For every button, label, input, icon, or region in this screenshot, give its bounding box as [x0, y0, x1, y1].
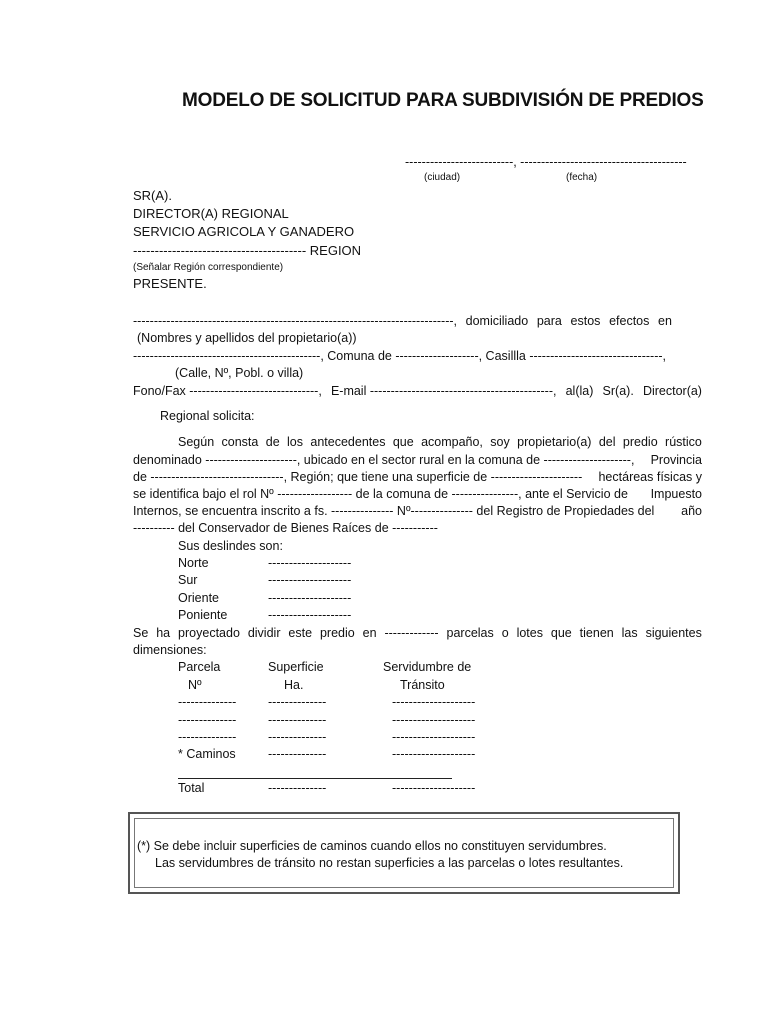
word: lotes [516, 626, 543, 640]
projection-line-2: dimensiones: [133, 643, 207, 657]
word: en [658, 314, 672, 328]
header-parcela: Parcela [178, 660, 221, 674]
word: o [501, 626, 509, 640]
word: estos [570, 314, 601, 328]
header-servidumbre: Servidumbre de [383, 660, 472, 674]
total-divider [178, 778, 452, 779]
body-text: Internos, se encuentra inscrito a fs. --------------- Nº--------------- del Registro de Propiedades del [133, 504, 655, 518]
body-line-2 [133, 453, 702, 467]
word: Según [178, 435, 215, 449]
word: las [621, 626, 638, 640]
word: predio [622, 435, 658, 449]
document-title: MODELO DE SOLICITUD PARA SUBDIVISIÓN DE PREDIOS [182, 90, 704, 111]
word: que [392, 435, 414, 449]
name-blank: -----------------------------------------------------------------------------, [133, 314, 457, 328]
name-caption: (Nombres y apellidos del propietario(a)) [137, 331, 357, 345]
word: predio [319, 626, 355, 640]
boundary-label: Oriente [178, 591, 219, 605]
boundary-value: -------------------- [268, 556, 352, 570]
word: propietario(a) [517, 435, 592, 449]
region-hint: (Señalar Región correspondiente) [133, 262, 284, 273]
table-cell-caminos: * Caminos [178, 747, 236, 761]
boundary-value: -------------------- [268, 608, 352, 622]
boundary-label: Norte [178, 556, 209, 570]
date-line: --------------------------, ---------------------------------------- [405, 155, 687, 169]
boundary-label: Sur [178, 573, 198, 587]
body-text: denominado ----------------------, ubicado en el sector rural en la comuna de ---------------------, [133, 453, 635, 467]
body-line-3 [133, 470, 702, 484]
total-servidumbre: -------------------- [392, 781, 476, 795]
word: los [287, 435, 304, 449]
header-ha: Ha. [284, 678, 304, 692]
word: Director(a) [642, 384, 702, 398]
addressee-region-line: ---------------------------------------- REGION [133, 243, 362, 258]
addressee-line-3: SERVICIO AGRICOLA Y GANADERO [133, 224, 355, 239]
table-cell: -------------------- [392, 695, 476, 709]
body-line-1 [178, 435, 702, 449]
note-line-1: (*) Se debe incluir superficies de caminos cuando ellos no constituyen servidumbres. [137, 839, 607, 853]
word: de [265, 435, 280, 449]
word: parcelas [446, 626, 494, 640]
table-cell: -------------- [178, 713, 237, 727]
body-line-6: ---------- del Conservador de Bienes Raíces de ----------- [133, 521, 438, 535]
word: hectáreas físicas y [598, 470, 702, 484]
total-label: Total [178, 781, 205, 795]
table-cell: -------------------- [392, 713, 476, 727]
word: domiciliado [465, 314, 529, 328]
date-label: (fecha) [566, 172, 598, 183]
intro-line-5 [133, 384, 702, 398]
table-cell: -------------- [268, 730, 327, 744]
city-label: (ciudad) [424, 172, 461, 183]
header-superficie: Superficie [268, 660, 324, 674]
word: efectos [609, 314, 650, 328]
word: al(la) [565, 384, 594, 398]
table-cell: -------------- [268, 713, 327, 727]
word: Sr(a). [602, 384, 634, 398]
body-text: se identifica bajo el rol Nº ------------------ de la comuna de ----------------, ante el Servicio de [133, 487, 628, 501]
word: Provincia [650, 453, 702, 467]
addressee-presente: PRESENTE. [133, 276, 207, 291]
word: ------------- [384, 626, 439, 640]
table-cell: -------------- [178, 695, 237, 709]
body-line-7: Sus deslindes son: [178, 539, 283, 553]
word: dividir [247, 626, 281, 640]
word: proyectado [178, 626, 240, 640]
word: tienen [579, 626, 614, 640]
word: para [536, 314, 562, 328]
word: este [288, 626, 313, 640]
word: acompaño, [421, 435, 483, 449]
word: del [598, 435, 616, 449]
note-box-inner [134, 818, 674, 888]
table-cell: -------------------- [392, 730, 476, 744]
header-transito: Tránsito [400, 678, 445, 692]
body-line-4 [133, 487, 702, 501]
word: año [681, 504, 702, 518]
addressee-line-1: SR(A). [133, 188, 172, 203]
total-superficie: -------------- [268, 781, 327, 795]
table-cell: -------------- [178, 730, 237, 744]
word: que [550, 626, 572, 640]
word: rústico [665, 435, 702, 449]
table-cell: -------------- [268, 695, 327, 709]
intro-line-3: ---------------------------------------------, Comuna de --------------------, Casillla --------------------------------, [133, 349, 666, 363]
body-text: de --------------------------------, Región; que tiene una superficie de ---------------------- [133, 470, 583, 484]
email-blank: E-mail --------------------------------------------, [330, 384, 557, 398]
word: Impuesto [650, 487, 702, 501]
boundary-value: -------------------- [268, 591, 352, 605]
phone-blank: Fono/Fax -------------------------------, [133, 384, 322, 398]
projection-line-1 [133, 626, 702, 640]
boundary-value: -------------------- [268, 573, 352, 587]
word: siguientes [645, 626, 702, 640]
header-numero: Nº [188, 678, 202, 692]
body-line-5 [133, 504, 702, 518]
table-cell: -------------- [268, 747, 327, 761]
word: soy [490, 435, 510, 449]
word: ha [156, 626, 171, 640]
address-caption: (Calle, Nº, Pobl. o villa) [175, 366, 304, 380]
note-line-2: Las servidumbres de tránsito no restan superficies a las parcelas o lotes resultantes. [155, 856, 624, 870]
word: en [362, 626, 377, 640]
addressee-line-2: DIRECTOR(A) REGIONAL [133, 206, 289, 221]
table-cell: -------------------- [392, 747, 476, 761]
word: antecedentes [310, 435, 386, 449]
boundary-label: Poniente [178, 608, 228, 622]
intro-line-6: Regional solicita: [160, 409, 255, 423]
note-box [128, 812, 680, 894]
intro-line-1 [133, 314, 672, 328]
word: consta [221, 435, 259, 449]
word: Se [133, 626, 149, 640]
